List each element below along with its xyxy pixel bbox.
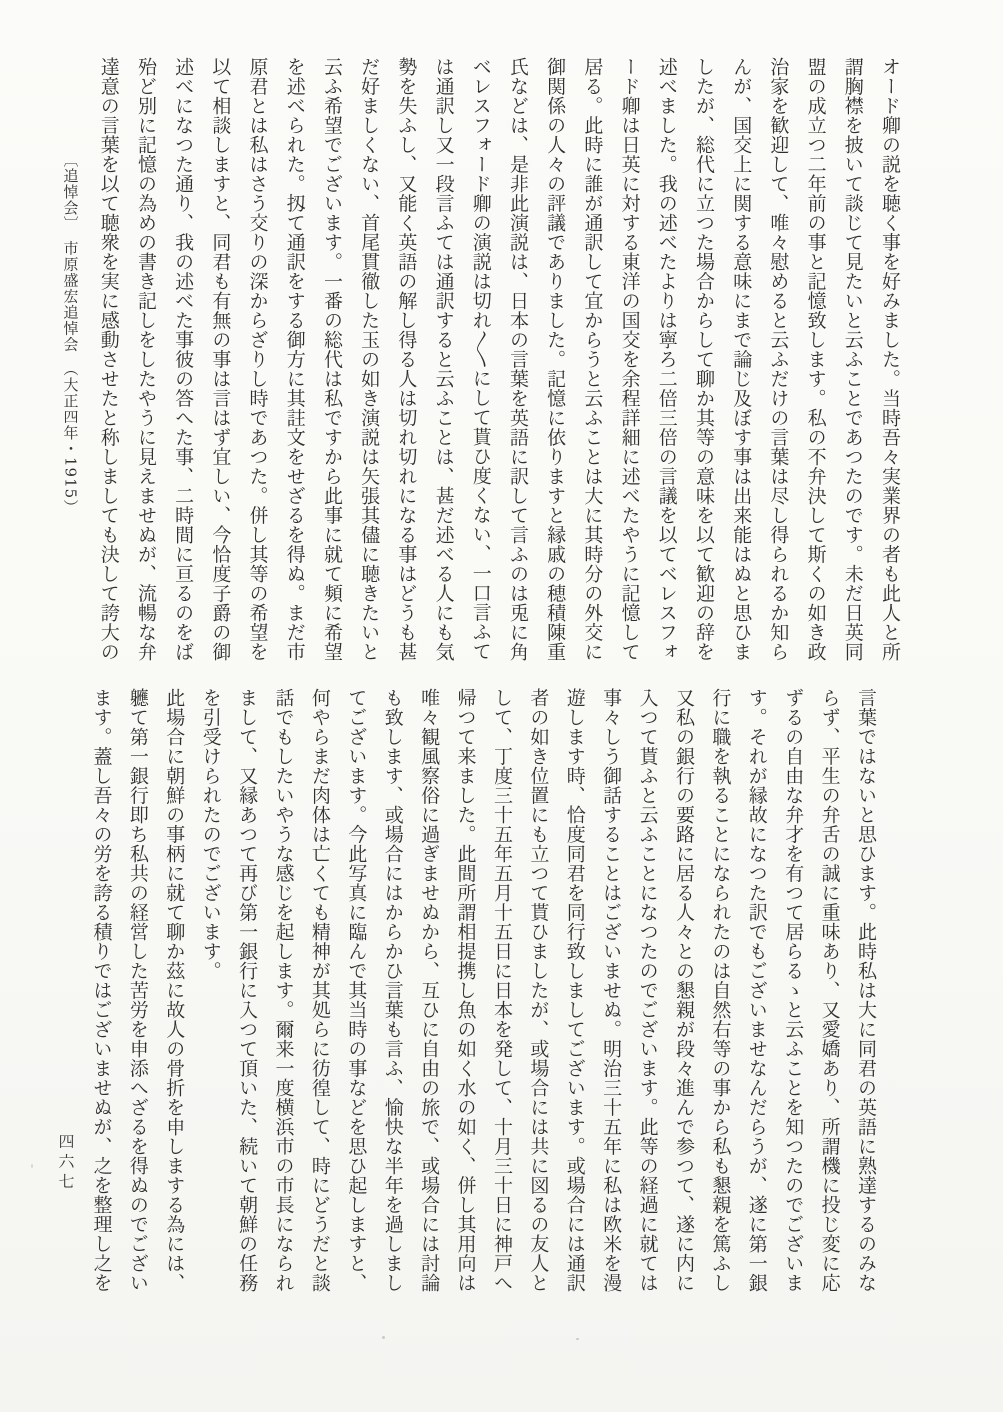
text-column: す。それが縁故になつた訳でもございませなんだらうが、遂に第一銀 [745, 688, 768, 1293]
text-column: 御関係の人々の評議でありました。記憶に依りますと縁戚の穂積陳重 [544, 57, 567, 662]
text-column: んが、国交上に関する意味にまで論じ及ぼす事は出来能はぬと思ひま [730, 57, 753, 662]
bottom-text-block [83, 688, 884, 1310]
text-column: ベレスフォード卿の演説は切れ〳〵にして貰ひ度くない、一口言ふて [469, 57, 492, 661]
text-column: 謂胸襟を披いて談じて見たいと云ふことであつたのです。未だ日英同 [841, 57, 864, 662]
scan-speck [31, 1164, 33, 1168]
text-column: 帰つて来ました。此間所謂相提携し魚の如く水の如く、併し其用向は [454, 688, 477, 1293]
text-column: 事々しう御話することはございませぬ。明治三十五年に私は欧米を漫 [600, 688, 623, 1293]
text-column: オード卿の説を聴く事を好みました。当時吾々実業界の者も此人と所 [879, 57, 901, 662]
text-column: 盟の成立つ二年前の事と記憶致します。私の不弁決して斯くの如き政 [804, 57, 827, 662]
text-column: を述べられた。扨て通訳をする御方に其註文をせざるを得ぬ。まだ市 [283, 57, 306, 662]
text-column: 行に職を執ることになられたのは自然右等の事から私も懇親を篤ふし [709, 688, 732, 1293]
text-column: したが、総代に立つた場合からして聊か其等の意味を以て歓迎の辞を [692, 57, 715, 662]
text-column: ます。蓋し吾々の労を誇る積りではございませぬが、之を整理し之を [90, 688, 113, 1293]
text-column: 言葉ではないと思ひます。此時私は大に同君の英語に熟達するのみな [855, 688, 877, 1293]
text-column: 殆ど別に記憶の為めの書き記しをしたやうに見えませぬが、流暢な弁 [134, 57, 157, 662]
text-column: てございます。今此写真に臨んで其当時の事などを思ひ起しますと、 [345, 688, 368, 1293]
text-column: 軈て第一銀行即ち私共の経営した苦労を申添へざるを得ぬのでござい [126, 688, 149, 1293]
text-column: ずるの自由な弁才を有つて居らるゝと云ふことを知つたのでございま [782, 688, 805, 1293]
text-column: は通訳し又一段言ふては通訳すると云ふことは、甚だ述べる人にも気 [432, 57, 455, 662]
text-column: 達意の言葉を以て聴衆を実に感動させたと称しましても決して誇大の [97, 57, 120, 662]
scan-speck [576, 1338, 579, 1340]
text-column: 何やらまだ肉体は亡くても精神が其処らに彷徨して、時にどうだと談 [308, 688, 331, 1293]
text-column: 居る。此時に誰が通訳して宜からうと云ふことは大に其時分の外交に [581, 57, 604, 662]
text-column: 遊します時、恰度同君を同行致しましてございます。或場合には通訳 [563, 688, 586, 1293]
text-column: して、丁度三十五年五月十五日に日本を発して、十月三十日に神戸へ [490, 688, 513, 1293]
text-column: 者の如き位置にも立つて貰ひましたが、或場合には共に図るの友人と [527, 688, 550, 1293]
text-column: まして、又縁あつて再び第一銀行に入つて頂いた、続いて朝鮮の任務 [236, 688, 259, 1293]
text-column: を引受けられたのでございます。 [199, 688, 222, 981]
text-column: 云ふ希望でございます。一番の総代は私ですから此事に就て頻に希望 [320, 57, 343, 662]
text-column: 話でもしたいやうな感じを起します。爾来一度横浜市の市長になられ [272, 688, 295, 1293]
text-column: 唯々観風察俗に過ぎませぬから、互ひに自由の旅で、或場合には討論 [418, 688, 441, 1293]
text-column: 述べになつた通り、我の述べた事彼の答へた事、二時間に亘るのをば [172, 57, 195, 662]
text-column: 以て相談しますと、同君も有無の事は言はず宜しい、今恰度子爵の御 [209, 57, 232, 662]
page-number: 四六七 [56, 1133, 75, 1193]
text-column: も致します、或場合にはからかひ言葉も言ふ、愉快な半年を過しまし [381, 688, 404, 1293]
text-column: 勢を失ふし、又能く英語の解し得る人は切れ切れになる事はどうも甚 [395, 57, 418, 662]
text-column: 又私の銀行の要路に居る人々との懇親が段々進んで参つて、遂に内に [672, 688, 695, 1293]
text-column: 此場合に朝鮮の事柄に就て聊か茲に故人の骨折を申しまする為には、 [163, 688, 186, 1293]
top-text-block [60, 57, 908, 671]
text-column: 治家を歓迎して、唯々慰めると云ふだけの言葉は尽し得られるか知ら [767, 57, 790, 662]
text-column: ード卿は日英に対する東洋の国交を余程詳細に述べたやうに記憶して [618, 57, 641, 662]
source-title-column: 〔追悼会〕 市原盛宏追悼会 （大正四年・1915） [61, 152, 80, 516]
text-column: 入つて貰ふと云ふことになつたのでございます。此等の経過に就ては [636, 688, 659, 1293]
scan-speck [382, 1336, 385, 1339]
text-column: 氏などは、是非此演説は、日本の言葉を英語に訳して言ふのは兎に角 [506, 57, 529, 662]
text-column: 述べました。我の述べたよりは寧ろ二倍三倍の言議を以てベレスフォ [655, 57, 678, 662]
text-column: らず、平生の弁舌の誠に重味あり、又愛嬌あり、所謂機に投じ変に応 [818, 688, 841, 1293]
text-column: 原君とは私はさう交りの深からざりし時であつた。併し其等の希望を [246, 57, 269, 662]
text-column: だ好ましくない、首尾貫徹した玉の如き演説は矢張其儘に聴きたいと [358, 57, 381, 662]
